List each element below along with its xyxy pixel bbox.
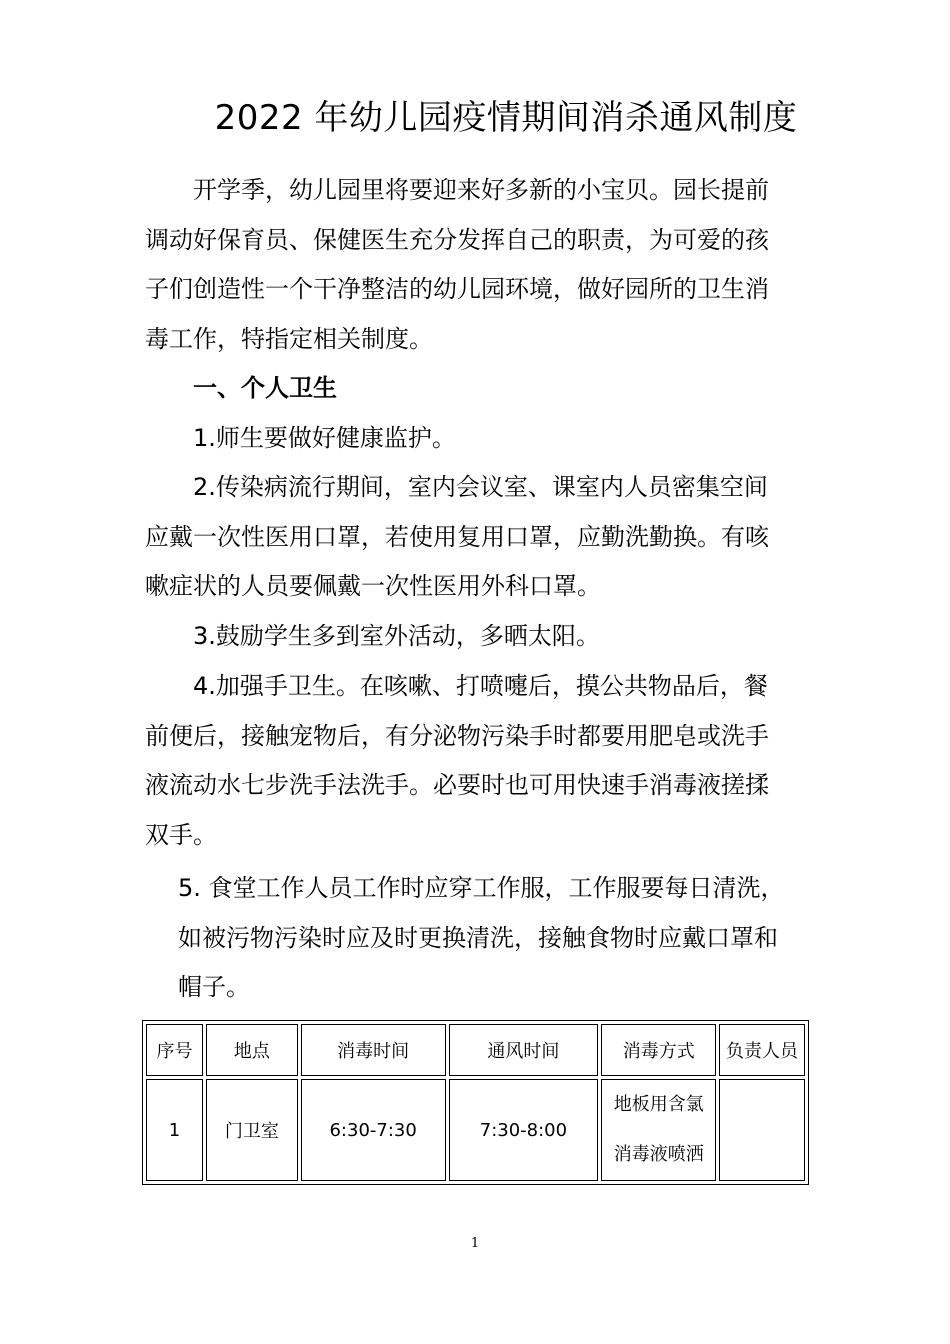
header-cell: 序号 <box>146 1024 203 1076</box>
intro-line: 开学季，幼儿园里将要迎来好多新的小宝贝。园长提前 <box>193 176 769 204</box>
cell-number: 1 <box>146 1079 203 1181</box>
section-heading: 一、个人卫生 <box>193 374 337 402</box>
document-title: 2022 年幼儿园疫情期间消杀通风制度 <box>214 98 798 138</box>
method-line: 地板用含氯 <box>613 1094 704 1115</box>
list-item-line: 前便后，接触宠物后，有分泌物污染手时都要用肥皂或洗手 <box>145 721 769 750</box>
page-number: 1 <box>470 1236 480 1251</box>
list-item-4 <box>145 662 815 860</box>
intro-line: 调动好保育员、保健医生充分发挥自己的职责，为可爱的孩 <box>145 225 769 254</box>
list-item-text: 3.鼓励学生多到室外活动，多晒太阳。 <box>193 622 600 650</box>
header-cell: 消毒时间 <box>301 1024 446 1076</box>
list-item-1 <box>145 414 815 464</box>
list-item-5 <box>178 864 818 1013</box>
list-item-line: 2.传染病流行期间，室内会议室、课室内人员密集空间 <box>193 473 768 501</box>
list-item-line: 4.加强手卫生。在咳嗽、打喷嚏后，摸公共物品后，餐 <box>193 672 768 700</box>
header-cell: 地点 <box>206 1024 298 1076</box>
header-cell: 消毒方式 <box>601 1024 716 1076</box>
method-line: 消毒液喷洒 <box>613 1144 704 1165</box>
header-cell: 负责人员 <box>719 1024 805 1076</box>
table-row <box>146 1079 805 1181</box>
list-item-line: 应戴一次性医用口罩，若使用复用口罩，应勤洗勤换。有咳 <box>145 522 769 551</box>
list-item-line: 5. 食堂工作人员工作时应穿工作服，工作服要每日清洗， <box>178 874 785 902</box>
intro-line: 毒工作，特指定相关制度。 <box>145 324 433 353</box>
intro-paragraph <box>145 166 815 364</box>
cell-place: 门卫室 <box>206 1079 298 1181</box>
table-header-row <box>146 1024 805 1076</box>
list-item-line: 液流动水七步洗手法洗手。必要时也可用快速手消毒液搓揉 <box>145 771 769 800</box>
list-item-2 <box>145 463 815 612</box>
cell-disinfect-time: 6:30-7:30 <box>301 1079 446 1181</box>
list-item-text: 1.师生要做好健康监护。 <box>193 424 456 452</box>
intro-line: 子们创造性一个干净整洁的幼儿园环境，做好园所的卫生消 <box>145 275 769 304</box>
cell-ventilate-time: 7:30-8:00 <box>449 1079 599 1181</box>
cell-person <box>719 1079 805 1181</box>
list-item-line: 嗽症状的人员要佩戴一次性医用外科口罩。 <box>145 572 601 601</box>
cell-method <box>601 1079 716 1181</box>
list-item-line: 如被污物污染时应及时更换清洗，接触食物时应戴口罩和 <box>178 923 778 952</box>
list-item-3 <box>145 612 815 662</box>
disinfection-schedule-table <box>142 1020 809 1185</box>
list-item-line: 双手。 <box>145 820 217 849</box>
header-cell: 通风时间 <box>449 1024 599 1076</box>
list-item-line: 帽子。 <box>178 973 250 1002</box>
